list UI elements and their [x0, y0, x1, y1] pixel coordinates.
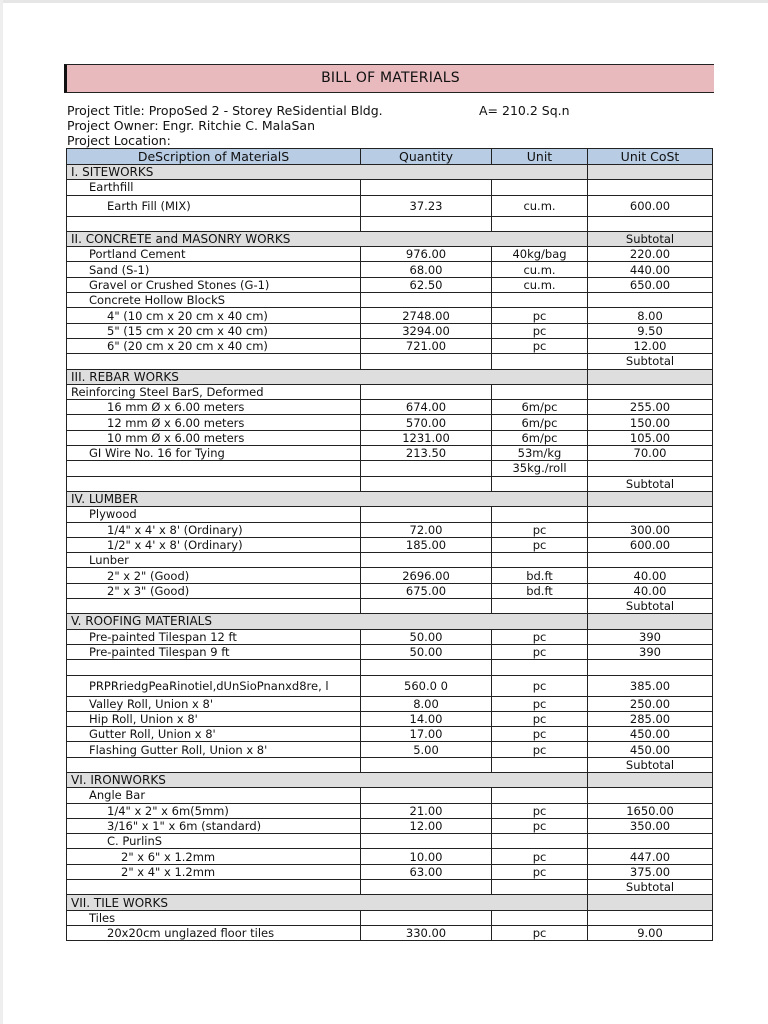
description-cell: Pre-painted Tilespan 12 ft [67, 629, 361, 644]
table-row [67, 415, 713, 430]
group-label: Concrete Hollow BlockS [67, 293, 361, 308]
unit-cell [492, 910, 588, 925]
table-row [67, 262, 713, 277]
bill-of-materials-table [66, 148, 713, 941]
description-cell: Gravel or Crushed Stones (G-1) [67, 277, 361, 292]
quantity-cell: 185.00 [361, 537, 492, 552]
description-cell: 2" x 2" (Good) [67, 568, 361, 583]
unit-cost-cell [588, 216, 713, 231]
quantity-cell: 68.00 [361, 262, 492, 277]
unit-cell: pc [492, 629, 588, 644]
unit-cell: 35kg./roll [492, 461, 588, 476]
unit-cost-cell: 600.00 [588, 195, 713, 216]
description-cell [67, 660, 361, 675]
unit-cell: cu.m. [492, 262, 588, 277]
unit-cell: 6m/pc [492, 430, 588, 445]
unit-cell: bd.ft [492, 583, 588, 598]
table-row [67, 849, 713, 864]
description-cell: Sand (S-1) [67, 262, 361, 277]
blank-row [67, 216, 713, 231]
unit-cost-cell: 390 [588, 644, 713, 659]
subtotal-label: Subtotal [588, 354, 713, 369]
unit-cell: pc [492, 644, 588, 659]
table-row [67, 308, 713, 323]
description-cell: GI Wire No. 16 for Tying [67, 446, 361, 461]
quantity-cell [361, 880, 492, 895]
unit-cell [492, 507, 588, 522]
document-title-bar [64, 64, 714, 93]
group-label: Reinforcing Steel BarS, Deformed [67, 384, 361, 399]
unit-cell [492, 293, 588, 308]
quantity-cell [361, 384, 492, 399]
description-cell: 2" x 4" x 1.2mm [67, 864, 361, 879]
unit-cost-cell: 385.00 [588, 675, 713, 696]
quantity-cell: 213.50 [361, 446, 492, 461]
description-cell: PRPRriedgPeaRinotiel,dUnSioPnanxd8re, l [67, 675, 361, 696]
description-cell: 3/16" x 1" x 6m (standard) [67, 818, 361, 833]
group-label: Lunber [67, 553, 361, 568]
quantity-cell: 17.00 [361, 727, 492, 742]
table-row [67, 400, 713, 415]
description-cell: Valley Roll, Union x 8' [67, 696, 361, 711]
subtotal-row [67, 880, 713, 895]
unit-cell: pc [492, 727, 588, 742]
quantity-cell: 570.00 [361, 415, 492, 430]
quantity-cell: 50.00 [361, 644, 492, 659]
unit-cost-cell: 450.00 [588, 742, 713, 757]
unit-cost-cell: 650.00 [588, 277, 713, 292]
section-header-row [67, 895, 713, 910]
group-row [67, 910, 713, 925]
description-cell: Flashing Gutter Roll, Union x 8' [67, 742, 361, 757]
unit-cost-cell: 450.00 [588, 727, 713, 742]
quantity-cell: 2696.00 [361, 568, 492, 583]
group-row [67, 553, 713, 568]
blank-row [67, 660, 713, 675]
table-row [67, 925, 713, 940]
subtotal-label: Subtotal [588, 599, 713, 614]
section-title: VI. IRONWORKS [67, 772, 588, 787]
table-row [67, 461, 713, 476]
unit-cost-cell [588, 384, 713, 399]
description-cell: Portland Cement [67, 247, 361, 262]
page-edge-top [0, 0, 768, 3]
description-cell: 1/2" x 4' x 8' (Ordinary) [67, 537, 361, 552]
table-row [67, 323, 713, 338]
section-header-row [67, 369, 713, 384]
quantity-cell: 1231.00 [361, 430, 492, 445]
section-header-row [67, 165, 713, 180]
unit-cost-cell: 12.00 [588, 338, 713, 353]
group-label: Tiles [67, 910, 361, 925]
unit-cost-cell: 390 [588, 629, 713, 644]
unit-cost-cell [588, 507, 713, 522]
table-row [67, 568, 713, 583]
section-subtotal-label: Subtotal [588, 231, 713, 246]
unit-cell: pc [492, 537, 588, 552]
unit-cell [492, 216, 588, 231]
table-row [67, 195, 713, 216]
project-title-label: Project Title: [67, 103, 145, 118]
unit-cell [492, 834, 588, 849]
unit-cell: pc [492, 696, 588, 711]
table-row [67, 430, 713, 445]
unit-cost-cell: 350.00 [588, 818, 713, 833]
group-row [67, 507, 713, 522]
unit-cell: pc [492, 925, 588, 940]
quantity-cell [361, 507, 492, 522]
description-cell: 2" x 6" x 1.2mm [67, 849, 361, 864]
quantity-cell [361, 476, 492, 491]
table-row [67, 446, 713, 461]
description-cell: 20x20cm unglazed floor tiles [67, 925, 361, 940]
subtotal-row [67, 354, 713, 369]
unit-cost-cell: 105.00 [588, 430, 713, 445]
unit-cell [492, 354, 588, 369]
table-row [67, 711, 713, 726]
unit-cost-cell: 150.00 [588, 415, 713, 430]
quantity-cell [361, 660, 492, 675]
description-cell [67, 354, 361, 369]
column-header-unit: Unit [492, 149, 588, 165]
quantity-cell: 330.00 [361, 925, 492, 940]
section-title: II. CONCRETE and MASONRY WORKS [67, 231, 588, 246]
project-title-value: PropoSed 2 - Storey ReSidential Bldg. [148, 103, 383, 118]
section-subtotal-label [588, 369, 713, 384]
quantity-cell [361, 599, 492, 614]
unit-cost-cell [588, 461, 713, 476]
quantity-cell: 3294.00 [361, 323, 492, 338]
description-cell [67, 461, 361, 476]
description-cell: Pre-painted Tilespan 9 ft [67, 644, 361, 659]
table-header-row [67, 149, 713, 165]
unit-cell: pc [492, 864, 588, 879]
group-label: Earthfill [67, 180, 361, 195]
description-cell: 16 mm Ø x 6.00 meters [67, 400, 361, 415]
project-owner-label: Project Owner: [67, 118, 159, 133]
unit-cell: pc [492, 323, 588, 338]
unit-cell: cu.m. [492, 277, 588, 292]
quantity-cell: 560.0 0 [361, 675, 492, 696]
quantity-cell: 62.50 [361, 277, 492, 292]
unit-cost-cell: 1650.00 [588, 803, 713, 818]
unit-cost-cell: 40.00 [588, 568, 713, 583]
table-row [67, 675, 713, 696]
column-header-quantity: Quantity [361, 149, 492, 165]
quantity-cell: 5.00 [361, 742, 492, 757]
quantity-cell [361, 180, 492, 195]
quantity-cell: 14.00 [361, 711, 492, 726]
group-row [67, 788, 713, 803]
quantity-cell [361, 834, 492, 849]
unit-cell: pc [492, 338, 588, 353]
unit-cost-cell [588, 910, 713, 925]
unit-cost-cell: 255.00 [588, 400, 713, 415]
unit-cost-cell [588, 660, 713, 675]
unit-cost-cell: 300.00 [588, 522, 713, 537]
quantity-cell: 675.00 [361, 583, 492, 598]
unit-cell: cu.m. [492, 195, 588, 216]
unit-cost-cell [588, 293, 713, 308]
project-location-label: Project Location: [67, 133, 171, 148]
group-row [67, 293, 713, 308]
section-title: IV. LUMBER [67, 491, 588, 506]
section-title: V. ROOFING MATERIALS [67, 614, 588, 629]
unit-cell: pc [492, 818, 588, 833]
section-header-row [67, 614, 713, 629]
table-row [67, 864, 713, 879]
unit-cost-cell: 600.00 [588, 537, 713, 552]
section-subtotal-label [588, 165, 713, 180]
group-row [67, 384, 713, 399]
quantity-cell: 63.00 [361, 864, 492, 879]
unit-cell [492, 788, 588, 803]
unit-cell [492, 476, 588, 491]
table-row [67, 247, 713, 262]
unit-cell: pc [492, 849, 588, 864]
description-cell: 1/4" x 2" x 6m(5mm) [67, 803, 361, 818]
group-label: Plywood [67, 507, 361, 522]
unit-cost-cell: 447.00 [588, 849, 713, 864]
table-row [67, 537, 713, 552]
quantity-cell: 72.00 [361, 522, 492, 537]
table-row [67, 338, 713, 353]
section-subtotal-label [588, 895, 713, 910]
table-row [67, 803, 713, 818]
unit-cell [492, 180, 588, 195]
unit-cell [492, 660, 588, 675]
unit-cost-cell: 70.00 [588, 446, 713, 461]
unit-cell: pc [492, 711, 588, 726]
quantity-cell: 12.00 [361, 818, 492, 833]
section-subtotal-label [588, 772, 713, 787]
group-label: Angle Bar [67, 788, 361, 803]
unit-cost-cell [588, 834, 713, 849]
description-cell [67, 476, 361, 491]
unit-cell: 40kg/bag [492, 247, 588, 262]
section-title: III. REBAR WORKS [67, 369, 588, 384]
quantity-cell: 21.00 [361, 803, 492, 818]
description-cell: 1/4" x 4' x 8' (Ordinary) [67, 522, 361, 537]
unit-cell: 6m/pc [492, 400, 588, 415]
column-header-description: DeScription of MaterialS [67, 149, 361, 165]
unit-cost-cell: 375.00 [588, 864, 713, 879]
description-cell: 6" (20 cm x 20 cm x 40 cm) [67, 338, 361, 353]
unit-cell: pc [492, 522, 588, 537]
description-cell: 4" (10 cm x 20 cm x 40 cm) [67, 308, 361, 323]
description-cell: 10 mm Ø x 6.00 meters [67, 430, 361, 445]
unit-cell: pc [492, 803, 588, 818]
unit-cost-cell: 40.00 [588, 583, 713, 598]
description-cell: Earth Fill (MIX) [67, 195, 361, 216]
description-cell: Hip Roll, Union x 8' [67, 711, 361, 726]
quantity-cell: 37.23 [361, 195, 492, 216]
group-label: C. PurlinS [67, 834, 361, 849]
quantity-cell [361, 216, 492, 231]
unit-cell: bd.ft [492, 568, 588, 583]
unit-cost-cell: 250.00 [588, 696, 713, 711]
description-cell: 2" x 3" (Good) [67, 583, 361, 598]
unit-cell [492, 599, 588, 614]
table-row [67, 696, 713, 711]
quantity-cell: 50.00 [361, 629, 492, 644]
project-owner-line [67, 118, 315, 133]
unit-cell [492, 757, 588, 772]
subtotal-row [67, 757, 713, 772]
subtotal-label: Subtotal [588, 757, 713, 772]
table-row [67, 644, 713, 659]
unit-cost-cell [588, 180, 713, 195]
column-header-unit-cost: Unit CoSt [588, 149, 713, 165]
table-row [67, 742, 713, 757]
description-cell [67, 216, 361, 231]
section-title: I. SITEWORKS [67, 165, 588, 180]
quantity-cell: 8.00 [361, 696, 492, 711]
description-cell [67, 599, 361, 614]
group-row [67, 180, 713, 195]
document-title: BILL OF MATERIALS [321, 70, 460, 86]
subtotal-label: Subtotal [588, 880, 713, 895]
quantity-cell [361, 553, 492, 568]
description-cell [67, 880, 361, 895]
quantity-cell: 674.00 [361, 400, 492, 415]
unit-cost-cell: 8.00 [588, 308, 713, 323]
section-subtotal-label [588, 491, 713, 506]
section-header-row [67, 772, 713, 787]
description-cell: 12 mm Ø x 6.00 meters [67, 415, 361, 430]
table-row [67, 629, 713, 644]
subtotal-label: Subtotal [588, 476, 713, 491]
unit-cell: 6m/pc [492, 415, 588, 430]
subtotal-row [67, 476, 713, 491]
quantity-cell [361, 757, 492, 772]
project-area: A= 210.2 Sq.n [479, 103, 570, 118]
table-row [67, 583, 713, 598]
description-cell: 5" (15 cm x 20 cm x 40 cm) [67, 323, 361, 338]
unit-cost-cell [588, 788, 713, 803]
unit-cost-cell: 285.00 [588, 711, 713, 726]
unit-cost-cell: 9.50 [588, 323, 713, 338]
group-row [67, 834, 713, 849]
description-cell: Gutter Roll, Union x 8' [67, 727, 361, 742]
table-row [67, 277, 713, 292]
unit-cell: pc [492, 308, 588, 323]
unit-cost-cell: 9.00 [588, 925, 713, 940]
quantity-cell: 721.00 [361, 338, 492, 353]
quantity-cell [361, 354, 492, 369]
unit-cost-cell: 440.00 [588, 262, 713, 277]
section-header-row [67, 231, 713, 246]
unit-cell: pc [492, 742, 588, 757]
unit-cell [492, 880, 588, 895]
unit-cost-cell: 220.00 [588, 247, 713, 262]
quantity-cell: 2748.00 [361, 308, 492, 323]
quantity-cell [361, 461, 492, 476]
project-title-line [67, 103, 383, 118]
table-row [67, 522, 713, 537]
quantity-cell [361, 293, 492, 308]
table-row [67, 727, 713, 742]
page-edge-left [0, 0, 3, 1024]
section-subtotal-label [588, 614, 713, 629]
project-owner-value: Engr. Ritchie C. MalaSan [162, 118, 315, 133]
quantity-cell: 976.00 [361, 247, 492, 262]
unit-cost-cell [588, 553, 713, 568]
unit-cell: 53m/kg [492, 446, 588, 461]
quantity-cell [361, 910, 492, 925]
section-header-row [67, 491, 713, 506]
quantity-cell: 10.00 [361, 849, 492, 864]
subtotal-row [67, 599, 713, 614]
section-title: VII. TILE WORKS [67, 895, 588, 910]
description-cell [67, 757, 361, 772]
quantity-cell [361, 788, 492, 803]
unit-cell [492, 384, 588, 399]
unit-cell [492, 553, 588, 568]
unit-cell: pc [492, 675, 588, 696]
table-row [67, 818, 713, 833]
